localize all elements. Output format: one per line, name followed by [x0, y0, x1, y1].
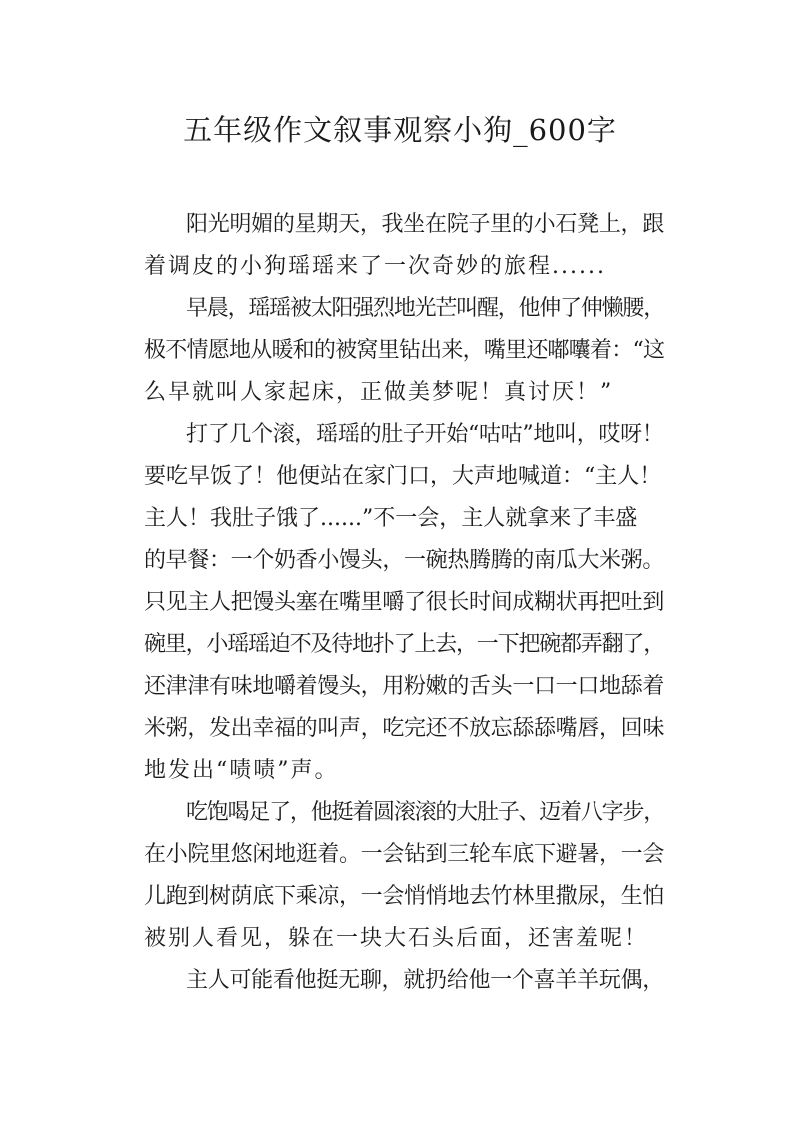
- paragraph-line: 米粥，发出幸福的叫声，吃完还不放忘舔舔嘴唇，回味: [144, 716, 664, 741]
- paragraph-line: 碗里，小瑶瑶迫不及待地扑了上去，一下把碗都弄翻了，: [144, 632, 664, 657]
- document-title: 五年级作文叙事观察小狗_600字: [183, 113, 617, 147]
- paragraph-line: 极不情愿地从暖和的被窝里钻出来，嘴里还嘟囔着：“这: [144, 338, 664, 363]
- paragraph-line: 么早就叫人家起床，正做美梦呢！真讨厌！”: [144, 380, 614, 405]
- paragraph-first-line: 早晨，瑶瑶被太阳强烈地光芒叫醒，他伸了伸懒腰，: [186, 296, 664, 321]
- paragraph-line: 儿跑到树荫底下乘凉，一会悄悄地去竹林里撒尿，生怕: [144, 884, 664, 909]
- paragraph-line: 在小院里悠闲地逛着。一会钻到三轮车底下避暑，一会: [144, 842, 664, 867]
- paragraph-first-line: 打了几个滚，瑶瑶的肚子开始“咕咕”地叫，哎呀！: [186, 422, 664, 447]
- paragraph-line: 的早餐：一个奶香小馒头，一碗热腾腾的南瓜大米粥。: [144, 548, 664, 573]
- paragraph-line: 主人！我肚子饿了......”不一会，主人就拿来了丰盛: [144, 506, 638, 531]
- paragraph-line: 被别人看见，躲在一块大石头后面，还害羞呢！: [144, 926, 649, 951]
- paragraph-line: 只见主人把馒头塞在嘴里嚼了很长时间成糊状再把吐到: [144, 590, 664, 615]
- paragraph-first-line: 阳光明媚的星期天，我坐在院子里的小石凳上，跟: [186, 212, 664, 237]
- paragraph-line: 着调皮的小狗瑶瑶来了一次奇妙的旅程......: [144, 254, 606, 279]
- paragraph-line: 地发出“啧啧”声。: [144, 758, 339, 783]
- document-body: [144, 204, 664, 1002]
- paragraph-line: 要吃早饭了！他便站在家门口，大声地喊道：“主人！: [144, 464, 662, 489]
- paragraph-first-line: 主人可能看他挺无聊，就扔给他一个喜羊羊玩偶，: [186, 968, 664, 993]
- paragraph-line: 还津津有味地嚼着馒头，用粉嫩的舌头一口一口地舔着: [144, 674, 664, 699]
- paragraph-first-line: 吃饱喝足了，他挺着圆滚滚的大肚子、迈着八字步，: [186, 800, 664, 825]
